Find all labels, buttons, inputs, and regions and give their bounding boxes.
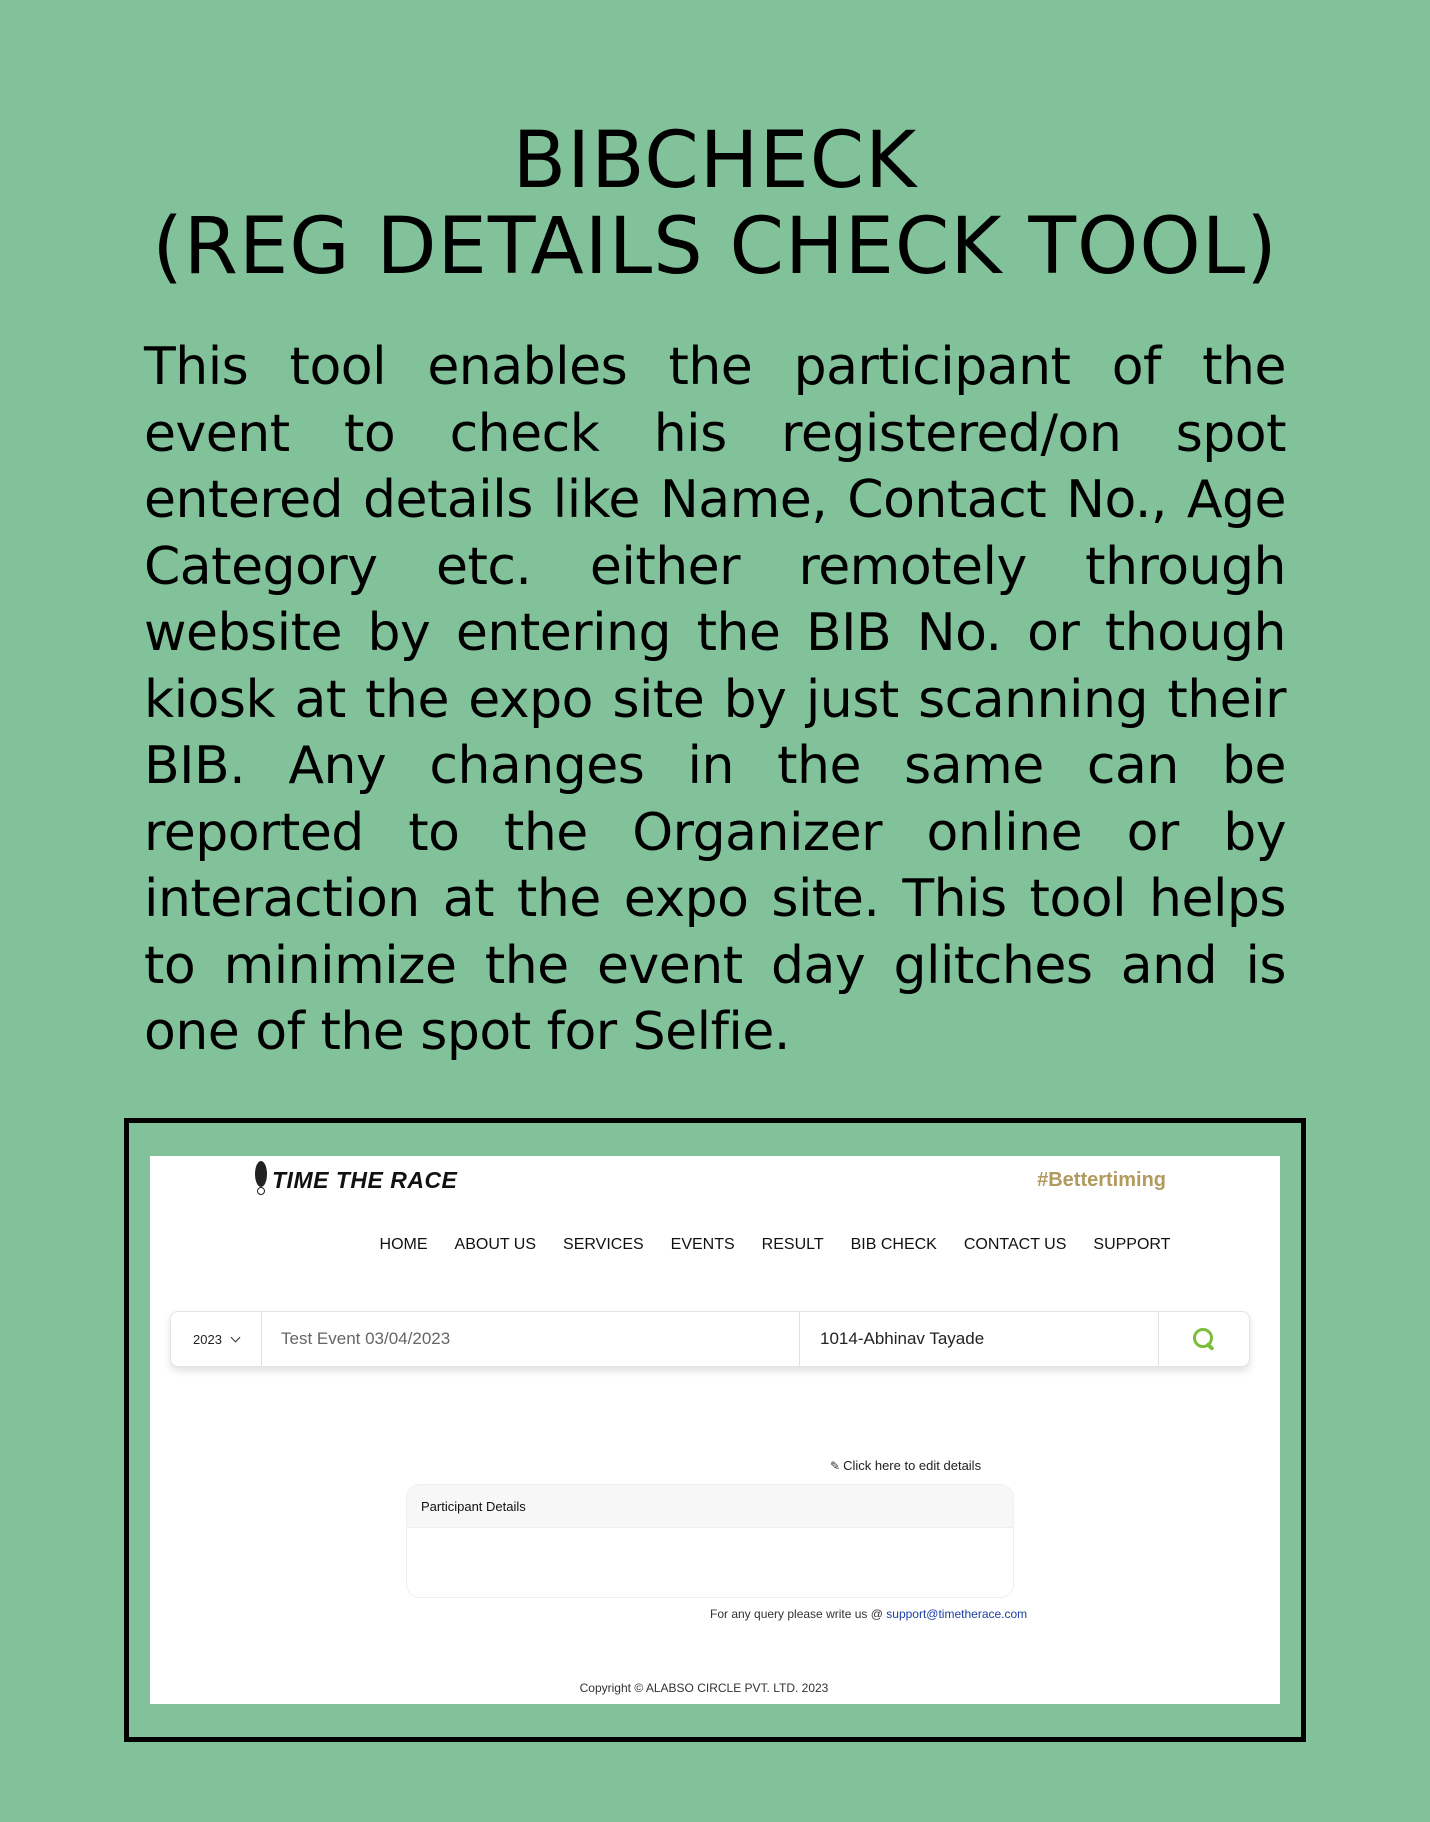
participant-details-card: [406, 1484, 1014, 1598]
nav-services[interactable]: SERVICES: [563, 1236, 644, 1253]
support-email-link[interactable]: support@timetherace.com: [886, 1607, 1028, 1621]
nav-result[interactable]: RESULT: [761, 1236, 824, 1253]
logo-text: TIME THE RACE: [272, 1166, 458, 1193]
year-select[interactable]: [171, 1312, 262, 1366]
tagline: #Bettertiming: [1037, 1169, 1166, 1191]
page-heading: [0, 118, 1430, 290]
shoe-icon: [254, 1161, 268, 1199]
edit-details-label: Click here to edit details: [843, 1458, 982, 1473]
heading-line-2: (REG DETAILS CHECK TOOL): [152, 202, 1278, 292]
heading-line-1: BIBCHECK: [512, 116, 918, 206]
year-value: 2023: [193, 1331, 222, 1347]
main-nav: [150, 1236, 1280, 1254]
nav-support[interactable]: SUPPORT: [1093, 1236, 1171, 1253]
pencil-icon: ✎: [830, 1458, 841, 1473]
bib-input[interactable]: 1014-Abhinav Tayade: [800, 1312, 1159, 1366]
edit-details-link[interactable]: [830, 1458, 981, 1473]
search-button[interactable]: [1159, 1312, 1249, 1366]
copyright: Copyright © ALABSO CIRCLE PVT. LTD. 2023: [579, 1681, 829, 1695]
query-text: For any query please write us @: [710, 1607, 887, 1621]
nav-home[interactable]: HOME: [379, 1236, 428, 1253]
website-screenshot: [150, 1156, 1280, 1704]
search-bar: [170, 1311, 1250, 1367]
site-logo[interactable]: [254, 1160, 457, 1200]
nav-events[interactable]: EVENTS: [670, 1236, 735, 1253]
event-select[interactable]: Test Event 03/04/2023: [262, 1312, 800, 1366]
participant-details-header: Participant Details: [407, 1485, 1013, 1528]
query-note: [710, 1607, 1027, 1621]
tool-description: This tool enables the participant of the event to check his registered/on spot entered details like Name, Contact No., Age Category etc. either remotely through website by entering the BIB No. or though kiosk at the expo site by just scanning their BIB. Any changes in the same can be reported to the Organizer online or by interaction at the expo site. This tool helps to minimize the event day glitches and is one of the spot for Selfie.: [144, 337, 1286, 1062]
nav-contact-us[interactable]: CONTACT US: [963, 1236, 1067, 1253]
nav-bib-check[interactable]: BIB CHECK: [850, 1236, 937, 1253]
nav-about-us[interactable]: ABOUT US: [454, 1236, 537, 1253]
search-icon: [1193, 1328, 1215, 1350]
chevron-down-icon: [231, 1332, 241, 1342]
